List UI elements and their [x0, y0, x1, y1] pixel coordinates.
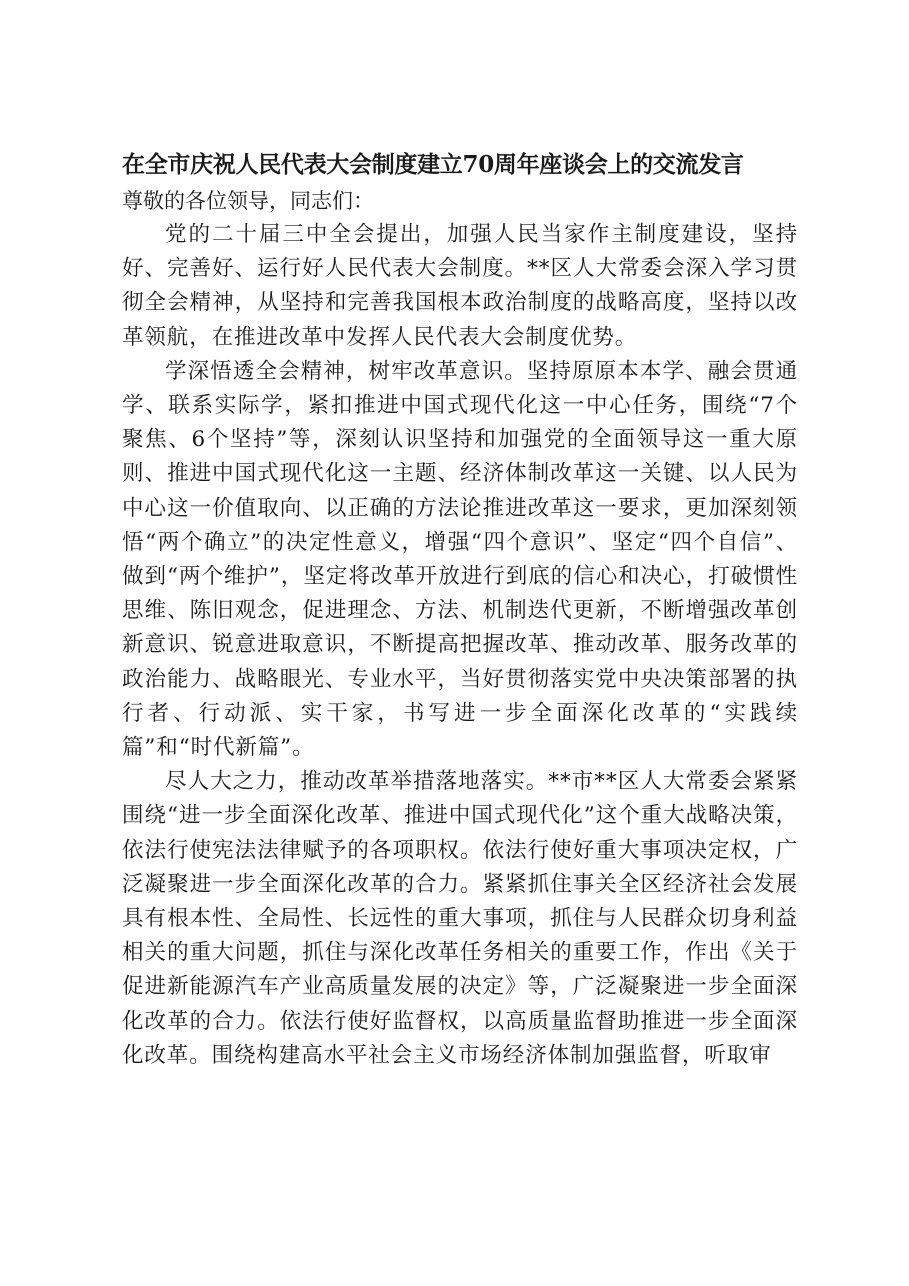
- document-title: 在全市庆祝人民代表大会制度建立70周年座谈会上的交流发言: [122, 151, 744, 178]
- salutation: 尊敬的各位领导，同志们：: [122, 189, 374, 213]
- paragraph-study: 学深悟透全会精神，树牢改革意识。坚持原原本本学、融会贯通学、联系实际学，紧扣推进中国式现代化这一中心任务，围绕“7个聚焦、6个坚持”等，深刻认识坚持和加强党的全面领导这一重大原则、推进中国式现代化这一主题、经济体制改革这一关键、以人民为中心这一价值取向、以正确的方法论推进改革这一要求，更加深刻领悟“两个确立”的决定性意义，增强“四个意识”、坚定“四个自信”、做到“两个维护”，坚定将改革开放进行到底的信心和决心，打破惯性思维、陈旧观念，促进理念、方法、机制迭代更新，不断增强改革创新意识、锐意进取意识，不断提高把握改革、推动改革、服务改革的政治能力、战略眼光、专业水平，当好贯彻落实党中央决策部署的执行者、行动派、实干家，书写进一步全面深化改革的“实践续篇”和“时代新篇”。: [122, 358, 798, 761]
- paragraph-implement: 尽人大之力，推动改革举措落地落实。**市**区人大常委会紧紧围绕“进一步全面深化改革、推进中国式现代化”这个重大战略决策，依法行使宪法法律赋予的各项职权。依法行使好重大事项决定权，广泛凝聚进一步全面深化改革的合力。紧紧抓住事关全区经济社会发展具有根本性、全局性、长远性的重大事项，抓住与人民群众切身利益相关的重大问题，抓住与深化改革任务相关的重要工作，作出《关于促进新能源汽车产业高质量发展的决定》等，广泛凝聚进一步全面深化改革的合力。依法行使好监督权，以高质量监督助推进一步全面深化改革。围绕构建高水平社会主义市场经济体制加强监督，听取审: [122, 769, 798, 1068]
- document-body: [122, 146, 798, 1073]
- paragraph-intro: 党的二十届三中全会提出，加强人民当家作主制度建设，坚持好、完善好、运行好人民代表大会制度。**区人大常委会深入学习贯彻全会精神，从坚持和完善我国根本政治制度的战略高度，坚持以改革领航，在推进改革中发挥人民代表大会制度优势。: [122, 222, 798, 350]
